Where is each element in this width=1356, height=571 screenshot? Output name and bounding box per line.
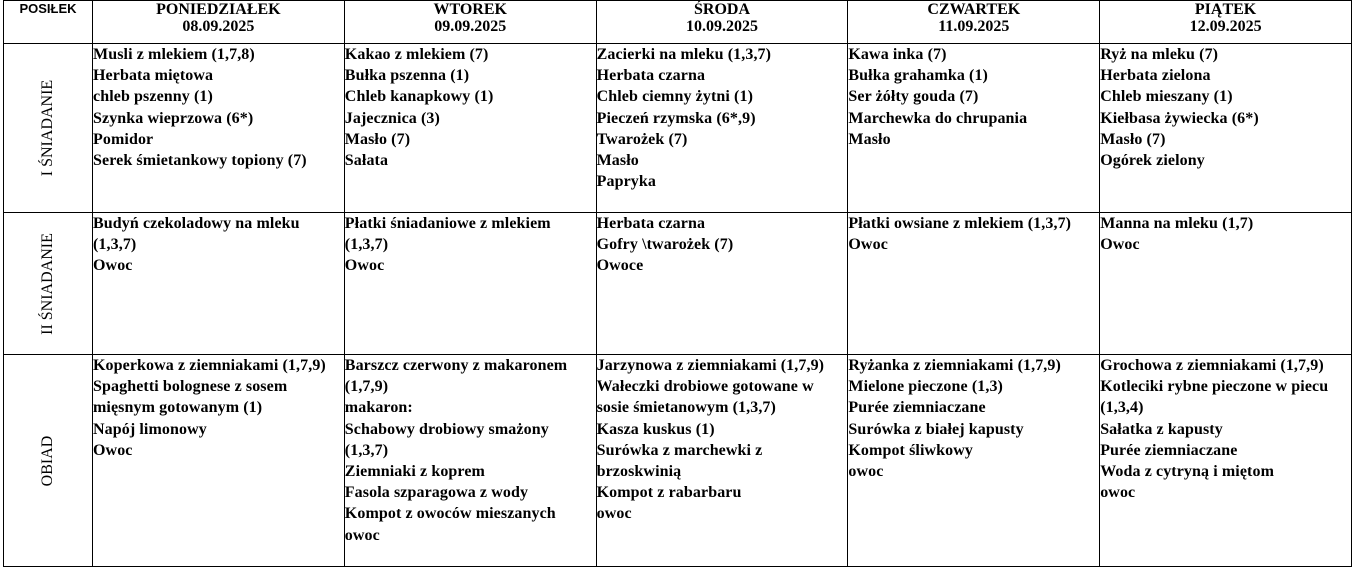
dish-item: Pomidor	[93, 130, 154, 148]
meal-label: I ŚNIADANIE	[39, 79, 56, 177]
dish-item: Płatki owsiane z mlekiem (1,3,7)	[848, 215, 1072, 232]
dish-item: Masło (7)	[1100, 130, 1166, 148]
dish-item: Ryż na mleku (7)	[1100, 46, 1219, 63]
day-header-friday	[1100, 1, 1352, 44]
dish-item: Herbata miętowa	[93, 67, 214, 85]
meal-column-header: POSIŁEK	[4, 1, 93, 44]
meal-row-lunch	[4, 355, 1352, 567]
dish-item: Bułka pszenna (1)	[344, 67, 470, 85]
dish-item: Kompot z owoców mieszanych	[344, 505, 556, 523]
menu-cell	[344, 44, 596, 213]
menu-cell	[93, 213, 345, 355]
day-date: 11.09.2025	[938, 18, 1010, 35]
menu-cell	[344, 213, 596, 355]
dish-item: Kotleciki rybne pieczone w piecu (1,3,4)	[1100, 378, 1329, 417]
dish-item: Koperkowa z ziemniakami (1,7,9)	[93, 357, 326, 374]
dish-list	[93, 213, 344, 277]
dish-item: Papryka	[596, 173, 656, 191]
dish-item: Woda z cytryną i miętom	[1100, 463, 1275, 481]
dish-item: Schabowy drobiowy smażony (1,3,7)	[344, 420, 549, 459]
day-header-thursday	[848, 1, 1100, 44]
dish-item: owoc	[848, 463, 884, 481]
dish-item: Kiełbasa żywiecka (6*)	[1100, 109, 1259, 127]
dish-item: Herbata czarna	[596, 215, 706, 232]
menu-cell	[93, 355, 345, 567]
meal-label-cell	[4, 44, 93, 213]
dish-item: Jajecznica (3)	[344, 109, 440, 127]
dish-list	[848, 213, 1099, 255]
day-header-tuesday	[344, 1, 596, 44]
dish-item: Musli z mlekiem (1,7,8)	[93, 46, 255, 63]
day-name: PONIEDZIAŁEK	[156, 1, 281, 18]
meal-label-cell	[4, 355, 93, 567]
day-name: WTOREK	[433, 1, 507, 18]
dish-item: Masło	[596, 152, 639, 170]
dish-item: Ziemniaki z koprem	[344, 463, 485, 481]
menu-cell	[596, 44, 848, 213]
dish-item: Kakao z mlekiem (7)	[344, 46, 489, 63]
menu-cell	[1100, 355, 1352, 567]
dish-item: Owoc	[93, 441, 133, 459]
dish-item: Owoc	[93, 257, 133, 275]
dish-item: Twarożek (7)	[596, 130, 688, 148]
dish-item: Pieczeń rzymska (6*,9)	[596, 109, 756, 127]
menu-cell	[596, 213, 848, 355]
meal-label: II ŚNIADANIE	[39, 232, 56, 335]
meal-label-cell	[4, 213, 93, 355]
dish-item: Herbata zielona	[1100, 67, 1211, 85]
dish-item: Ryżanka z ziemniakami (1,7,9)	[848, 357, 1061, 374]
dish-list	[345, 213, 596, 277]
dish-list	[597, 213, 848, 277]
dish-item: makaron:	[344, 399, 413, 417]
dish-item: Grochowa z ziemniakami (1,7,9)	[1100, 357, 1324, 374]
dish-item: Purée ziemniaczane	[848, 399, 986, 417]
menu-cell	[1100, 44, 1352, 213]
dish-item: Kasza kuskus (1)	[596, 420, 715, 438]
day-name: CZWARTEK	[927, 1, 1021, 18]
dish-item: Kompot śliwkowy	[848, 441, 974, 459]
menu-cell	[848, 213, 1100, 355]
dish-item: Płatki śniadaniowe z mlekiem (1,3,7)	[344, 215, 551, 254]
dish-item: Jarzynowa z ziemniakami (1,7,9)	[596, 357, 825, 374]
dish-item: Owoce	[596, 257, 644, 275]
dish-item: Ogórek zielony	[1100, 152, 1205, 170]
dish-list	[93, 44, 344, 171]
dish-item: Barszcz czerwony z makaronem (1,7,9)	[344, 357, 568, 396]
dish-item: owoc	[344, 526, 380, 544]
dish-item: Budyń czekoladowy na mleku	[93, 215, 300, 232]
dish-item: owoc	[1100, 484, 1136, 502]
dish-list	[848, 355, 1099, 482]
dish-item: chleb pszenny (1)	[93, 88, 213, 106]
dish-item: Szynka wieprzowa (6*)	[93, 109, 254, 127]
dish-item: Kawa inka (7)	[848, 46, 947, 63]
dish-item: Chleb ciemny żytni (1)	[596, 88, 753, 106]
dish-item: Chleb kanapkowy (1)	[344, 88, 494, 106]
dish-item: Kompot z rabarbaru	[596, 484, 742, 502]
day-header-wednesday	[596, 1, 848, 44]
dish-item: Fasola szparagowa z wody	[344, 484, 529, 502]
dish-item: Surówka z marchewki z brzoskwinią	[596, 441, 763, 481]
dish-list	[597, 355, 848, 525]
day-date: 12.09.2025	[1189, 18, 1262, 35]
menu-cell	[596, 355, 848, 567]
menu-cell	[1100, 213, 1352, 355]
meal-label: OBIAD	[39, 435, 56, 486]
menu-cell	[848, 44, 1100, 213]
dish-item: Surówka z białej kapusty	[848, 420, 1024, 438]
dish-list	[345, 355, 596, 546]
day-name: ŚRODA	[693, 1, 750, 18]
dish-item: Bułka grahamka (1)	[848, 67, 988, 85]
dish-list	[597, 44, 848, 192]
menu-cell	[93, 44, 345, 213]
dish-item: Manna na mleku (1,7)	[1100, 215, 1254, 232]
dish-item: Masło	[848, 130, 891, 148]
dish-item: Gofry \twarożek (7)	[596, 236, 734, 254]
dish-item: Masło (7)	[344, 130, 411, 148]
dish-item: Sałatka z kapusty	[1100, 420, 1223, 438]
dish-item: owoc	[596, 505, 632, 523]
meal-row-first-breakfast	[4, 44, 1352, 213]
dish-list	[93, 355, 344, 461]
dish-item: Mielone pieczone (1,3)	[848, 378, 1003, 396]
day-date: 09.09.2025	[434, 18, 507, 35]
day-name: PIĄTEK	[1194, 1, 1257, 18]
dish-list	[1100, 44, 1351, 171]
dish-item: Ser żółty gouda (7)	[848, 88, 979, 106]
dish-item: Owoc	[1100, 236, 1140, 254]
day-header-monday	[93, 1, 345, 44]
header-row	[4, 1, 1352, 44]
menu-cell	[344, 355, 596, 567]
dish-list	[1100, 355, 1351, 503]
dish-item: Owoc	[344, 257, 385, 275]
day-date: 08.09.2025	[182, 18, 255, 35]
meal-row-second-breakfast	[4, 213, 1352, 355]
weekly-menu-table	[3, 0, 1352, 567]
dish-item: Owoc	[848, 236, 888, 254]
dish-item: Spaghetti bolognese z sosem mięsnym gotowanym (1)	[93, 378, 288, 417]
dish-item: Zacierki na mleku (1,3,7)	[596, 46, 772, 63]
dish-item: Herbata czarna	[596, 67, 706, 85]
dish-item: Sałata	[344, 152, 389, 170]
dish-item: (1,3,7)	[93, 236, 137, 254]
dish-item: Wałeczki drobiowe gotowane w sosie śmietanowym (1,3,7)	[596, 378, 814, 417]
dish-item: Chleb mieszany (1)	[1100, 88, 1233, 106]
menu-cell	[848, 355, 1100, 567]
dish-item: Purée ziemniaczane	[1100, 441, 1238, 459]
dish-item: Serek śmietankowy topiony (7)	[93, 152, 307, 170]
day-date: 10.09.2025	[685, 18, 758, 35]
dish-item: Napój limonowy	[93, 420, 207, 438]
dish-list	[345, 44, 596, 171]
dish-item: Marchewka do chrupania	[848, 109, 1028, 127]
dish-list	[1100, 213, 1351, 255]
dish-list	[848, 44, 1099, 150]
